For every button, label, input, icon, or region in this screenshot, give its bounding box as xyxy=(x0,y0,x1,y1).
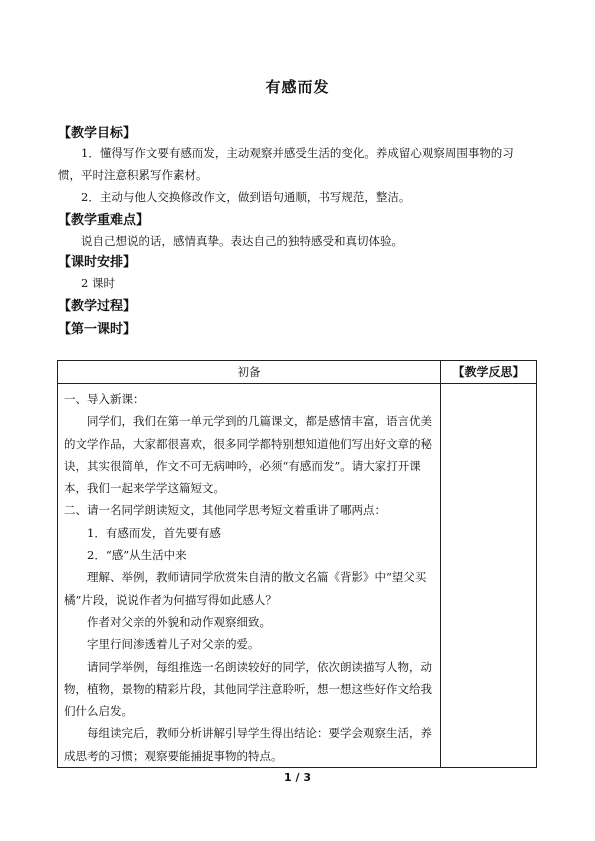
section-heading-key-points: 【教学重难点】 xyxy=(58,213,150,228)
lesson-content-cell xyxy=(58,384,441,768)
lesson-plan-table xyxy=(57,360,537,768)
content-line: 2．“感”从生活中来 xyxy=(87,548,187,563)
content-line: 字里行间渗透着儿子对父亲的爱。 xyxy=(87,637,260,652)
reflection-cell xyxy=(441,384,537,768)
goal-item-2: 2．主动与他人交换修改作文，做到语句通顺，书写规范，整洁。 xyxy=(81,190,411,204)
section-heading-process: 【教学过程】 xyxy=(58,299,137,314)
content-line: 1．有感而发，首先要有感 xyxy=(87,525,221,540)
schedule-text: 2 课时 xyxy=(81,276,115,290)
content-line: 二、请一名同学朗读短文，其他同学思考短文着重讲了哪两点： xyxy=(64,503,386,518)
content-line: 理解、举例，教师请同学欣赏朱自清的散文名篇《背影》中“望父买橘”片段，说说作者为何描写得如此感人？ xyxy=(64,570,427,607)
content-line: 一、导入新课： xyxy=(64,392,145,406)
goal-item-1: 1．懂得写作文要有感而发，主动观察并感受生活的变化。养成留心观察周围事物的习惯，平时注意积累写作素材。 xyxy=(58,146,514,182)
section-heading-first-lesson: 【第一课时】 xyxy=(58,322,137,337)
table-body-row xyxy=(58,384,537,768)
content-line: 同学们，我们在第一单元学到的几篇课文，都是感情丰富，语言优美的文学作品，大家都很喜欢，很多同学都特别想知道他们写出好文章的秘诀，其实很简单，作文不可无病呻吟，必须“有感而发”。请大家打开课本，我们一起来学学这篇短文。 xyxy=(64,414,432,496)
page-title: 有感而发 xyxy=(265,78,330,96)
content-line: 每组读完后，教师分析讲解引导学生得出结论：要学会观察生活，养成思考的习惯；观察要能捕捉事物的特点。 xyxy=(64,726,432,763)
table-header-row xyxy=(58,361,537,384)
section-heading-goals: 【教学目标】 xyxy=(58,126,137,141)
content-line: 请同学举例，每组推选一名朗读较好的同学，依次朗读描写人物，动物，植物，景物的精彩片段，其他同学注意聆听，想一想这些好作文给我们什么启发。 xyxy=(64,659,432,719)
content-line: 作者对父亲的外貌和动作观察细致。 xyxy=(87,614,271,629)
section-heading-schedule: 【课时安排】 xyxy=(58,255,137,270)
table-header-reflection: 【教学反思】 xyxy=(441,361,537,384)
key-points-text: 说自己想说的话，感情真挚。表达自己的独特感受和真切体验。 xyxy=(81,234,403,248)
page-number: 1 / 3 xyxy=(284,771,311,784)
table-header-initial-prep: 初备 xyxy=(58,361,441,384)
